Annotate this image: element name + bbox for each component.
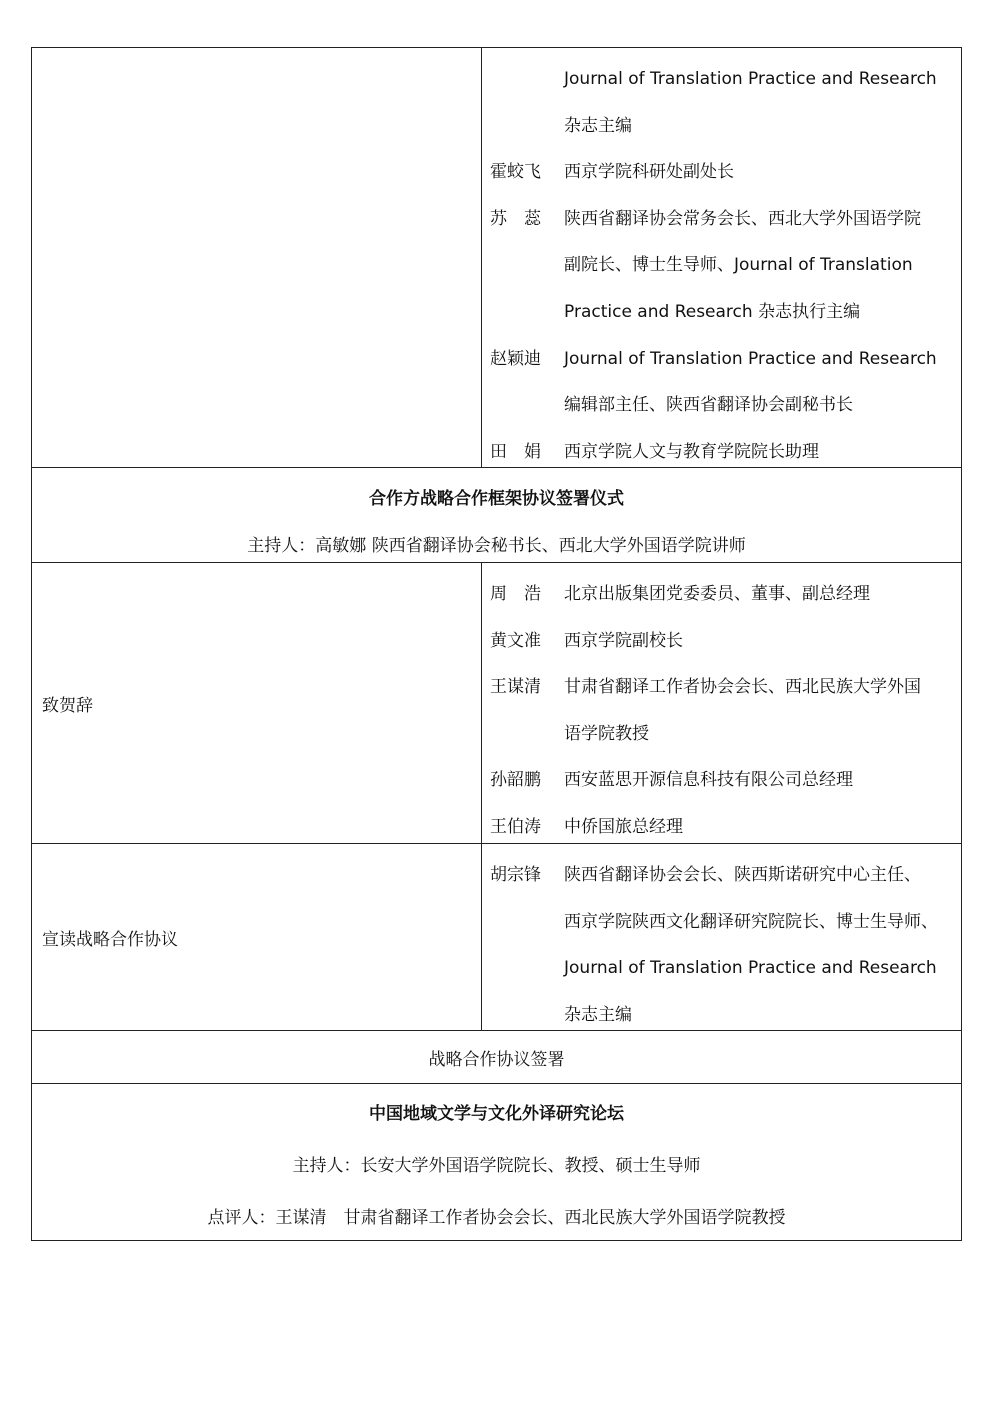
host-line: 主持人：高敏娜 陕西省翻译协会秘书长、西北大学外国语学院讲师 (247, 535, 746, 556)
program-table (31, 47, 962, 1241)
table-row (31, 1031, 962, 1084)
host-line: 主持人：长安大学外国语学院院长、教授、硕士生导师 (292, 1156, 701, 1176)
title-line: 西京学院科研处副处长 (564, 162, 734, 183)
empty-cell (32, 48, 482, 467)
title-line: 杂志主编 (564, 1004, 632, 1025)
table-row (31, 563, 962, 844)
title-line: 西安蓝思开源信息科技有限公司总经理 (564, 770, 853, 791)
person-title (564, 56, 961, 149)
title-line: Journal of Translation Practice and Research (564, 69, 937, 89)
title-line: 西京学院人文与教育学院院长助理 (564, 441, 819, 462)
person-title (564, 618, 961, 665)
person-name: 霍蛟飞 (490, 162, 541, 183)
signing-section-header (31, 468, 962, 563)
signing-row-text: 战略合作协议签署 (428, 1049, 565, 1070)
title-line: 杂志主编 (564, 115, 632, 136)
title-line: Journal of Translation Practice and Research (564, 348, 937, 369)
title-line: 陕西省翻译协会常务会长、西北大学外国语学院 (564, 208, 921, 229)
section-title: 中国地域文学与文化外译研究论坛 (369, 1104, 624, 1124)
person-entry (490, 571, 961, 618)
person-name (490, 56, 564, 103)
title-line: 中侨国旅总经理 (564, 816, 683, 837)
person-entry (490, 618, 961, 665)
person-name: 田 娟 (490, 441, 541, 462)
person-title (564, 664, 961, 757)
title-line: 语学院教授 (564, 723, 649, 744)
person-entry (490, 664, 961, 757)
person-name: 黄文准 (490, 630, 541, 651)
table-row (31, 844, 962, 1031)
person-title (564, 571, 961, 618)
title-line: 编辑部主任、陕西省翻译协会副秘书长 (564, 395, 853, 416)
person-title (564, 757, 961, 804)
person-title (564, 196, 961, 336)
title-line: 西京学院副校长 (564, 630, 683, 651)
person-entry (490, 757, 961, 804)
reading-label: 宣读战略合作协议 (42, 929, 178, 950)
section-title: 合作方战略合作框架协议签署仪式 (369, 489, 624, 509)
row-label (32, 844, 482, 1030)
title-line: 西京学院陕西文化翻译研究院院长、博士生导师、 (564, 911, 938, 932)
person-title (564, 336, 961, 429)
title-line: 甘肃省翻译工作者协会会长、西北民族大学外国 (564, 677, 921, 698)
person-name: 苏 蕊 (490, 208, 541, 229)
people-list (482, 48, 961, 467)
row-label (32, 563, 482, 843)
forum-section (31, 1084, 962, 1241)
commentator-line: 点评人：王谋清 甘肃省翻译工作者协会会长、西北民族大学外国语学院教授 (207, 1208, 786, 1228)
person-title (564, 149, 961, 196)
person-name: 胡宗锋 (490, 865, 541, 885)
title-line: 副院长、博士生导师、Journal of Translation (564, 255, 913, 276)
people-list (482, 563, 961, 843)
people-list (482, 844, 961, 1030)
person-entry (490, 336, 961, 429)
person-entry (490, 852, 961, 1038)
person-name: 周 浩 (490, 584, 541, 604)
person-name: 王谋清 (490, 677, 541, 698)
table-row (31, 47, 962, 468)
person-entry (490, 56, 961, 149)
person-entry (490, 149, 961, 196)
person-name: 赵颖迪 (490, 348, 541, 369)
title-line: 陕西省翻译协会会长、陕西斯诺研究中心主任、 (564, 865, 921, 885)
title-line: 北京出版集团党委委员、董事、副总经理 (564, 584, 870, 604)
person-title (564, 852, 961, 1038)
title-line: Practice and Research 杂志执行主编 (564, 301, 861, 322)
greetings-label: 致贺辞 (42, 695, 93, 716)
person-entry (490, 196, 961, 336)
person-name: 王伯涛 (490, 816, 541, 837)
person-name: 孙韶鹏 (490, 770, 541, 791)
title-line: Journal of Translation Practice and Research (564, 958, 937, 979)
